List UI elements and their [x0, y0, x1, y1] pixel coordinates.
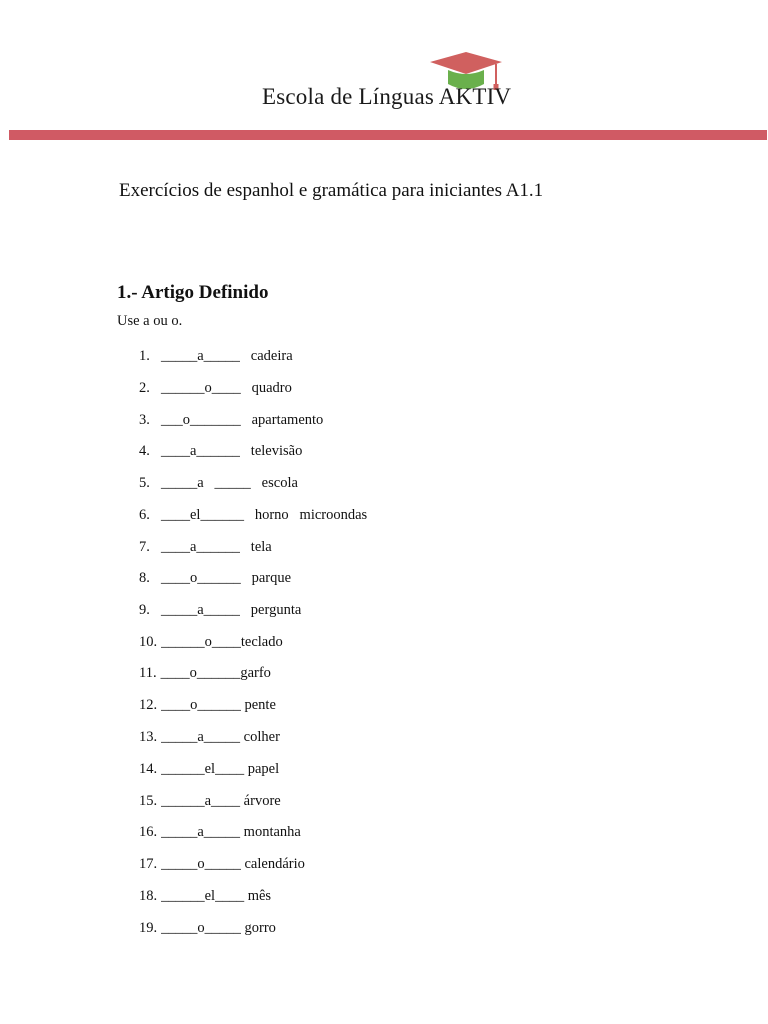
exercise-item	[139, 633, 283, 651]
exercise-item	[139, 347, 293, 365]
item-text: ___o_______ apartamento	[161, 412, 324, 428]
exercise-item	[139, 887, 271, 905]
item-text: ____o______ pente	[161, 697, 276, 713]
exercise-item	[139, 823, 301, 841]
item-number: 14.	[139, 761, 158, 777]
exercise-item	[139, 411, 323, 429]
exercise-item	[139, 855, 305, 873]
item-number: 11.	[139, 665, 157, 681]
exercise-item	[139, 728, 280, 746]
item-number: 17.	[139, 856, 158, 872]
exercise-item	[139, 569, 291, 587]
document-title: Exercícios de espanhol e gramática para iniciantes A1.1	[119, 180, 544, 201]
header-divider	[9, 130, 767, 140]
item-text: ____el______ horno microondas	[161, 507, 368, 523]
item-text: ____a______ tela	[161, 539, 272, 555]
section-heading: 1.- Artigo Definido	[117, 282, 269, 303]
item-text: _____a _____ escola	[161, 475, 298, 491]
exercise-item	[139, 474, 298, 492]
section-instruction: Use a ou o.	[117, 313, 183, 329]
item-number: 5.	[139, 475, 150, 491]
item-number: 9.	[139, 602, 150, 618]
item-text: _____o_____ calendário	[161, 856, 305, 872]
item-number: 2.	[139, 380, 150, 396]
exercise-item	[139, 506, 367, 524]
page-header	[0, 0, 768, 130]
exercise-item	[139, 919, 276, 937]
exercise-item	[139, 664, 271, 682]
item-text: ______o____teclado	[161, 634, 283, 650]
item-number: 13.	[139, 729, 158, 745]
item-number: 16.	[139, 824, 158, 840]
item-text: _____a_____ pergunta	[161, 602, 302, 618]
item-text: ______el____ papel	[161, 761, 280, 777]
item-text: ____a______ televisão	[161, 443, 303, 459]
item-number: 15.	[139, 793, 158, 809]
item-text: ____o______ parque	[161, 570, 292, 586]
item-text: ______a____ árvore	[161, 793, 281, 809]
item-number: 1.	[139, 348, 150, 364]
item-text: ______o____ quadro	[161, 380, 292, 396]
item-text: _____a_____ colher	[161, 729, 280, 745]
item-text: ______el____ mês	[161, 888, 272, 904]
exercise-item	[139, 538, 272, 556]
item-number: 18.	[139, 888, 158, 904]
item-text: ____o______garfo	[160, 665, 271, 681]
item-text: _____a_____ cadeira	[161, 348, 293, 364]
exercise-item	[139, 442, 302, 460]
item-text: _____o_____ gorro	[161, 920, 276, 936]
item-number: 8.	[139, 570, 150, 586]
school-name: Escola de Línguas AKTIV	[262, 84, 512, 109]
exercise-item	[139, 696, 276, 714]
item-text: _____a_____ montanha	[161, 824, 301, 840]
item-number: 3.	[139, 412, 150, 428]
item-number: 10.	[139, 634, 158, 650]
item-number: 12.	[139, 697, 158, 713]
exercise-item	[139, 601, 301, 619]
exercise-item	[139, 792, 281, 810]
item-number: 6.	[139, 507, 150, 523]
exercise-item	[139, 760, 279, 778]
item-number: 19.	[139, 920, 158, 936]
item-number: 4.	[139, 443, 150, 459]
item-number: 7.	[139, 539, 150, 555]
exercise-item	[139, 379, 292, 397]
